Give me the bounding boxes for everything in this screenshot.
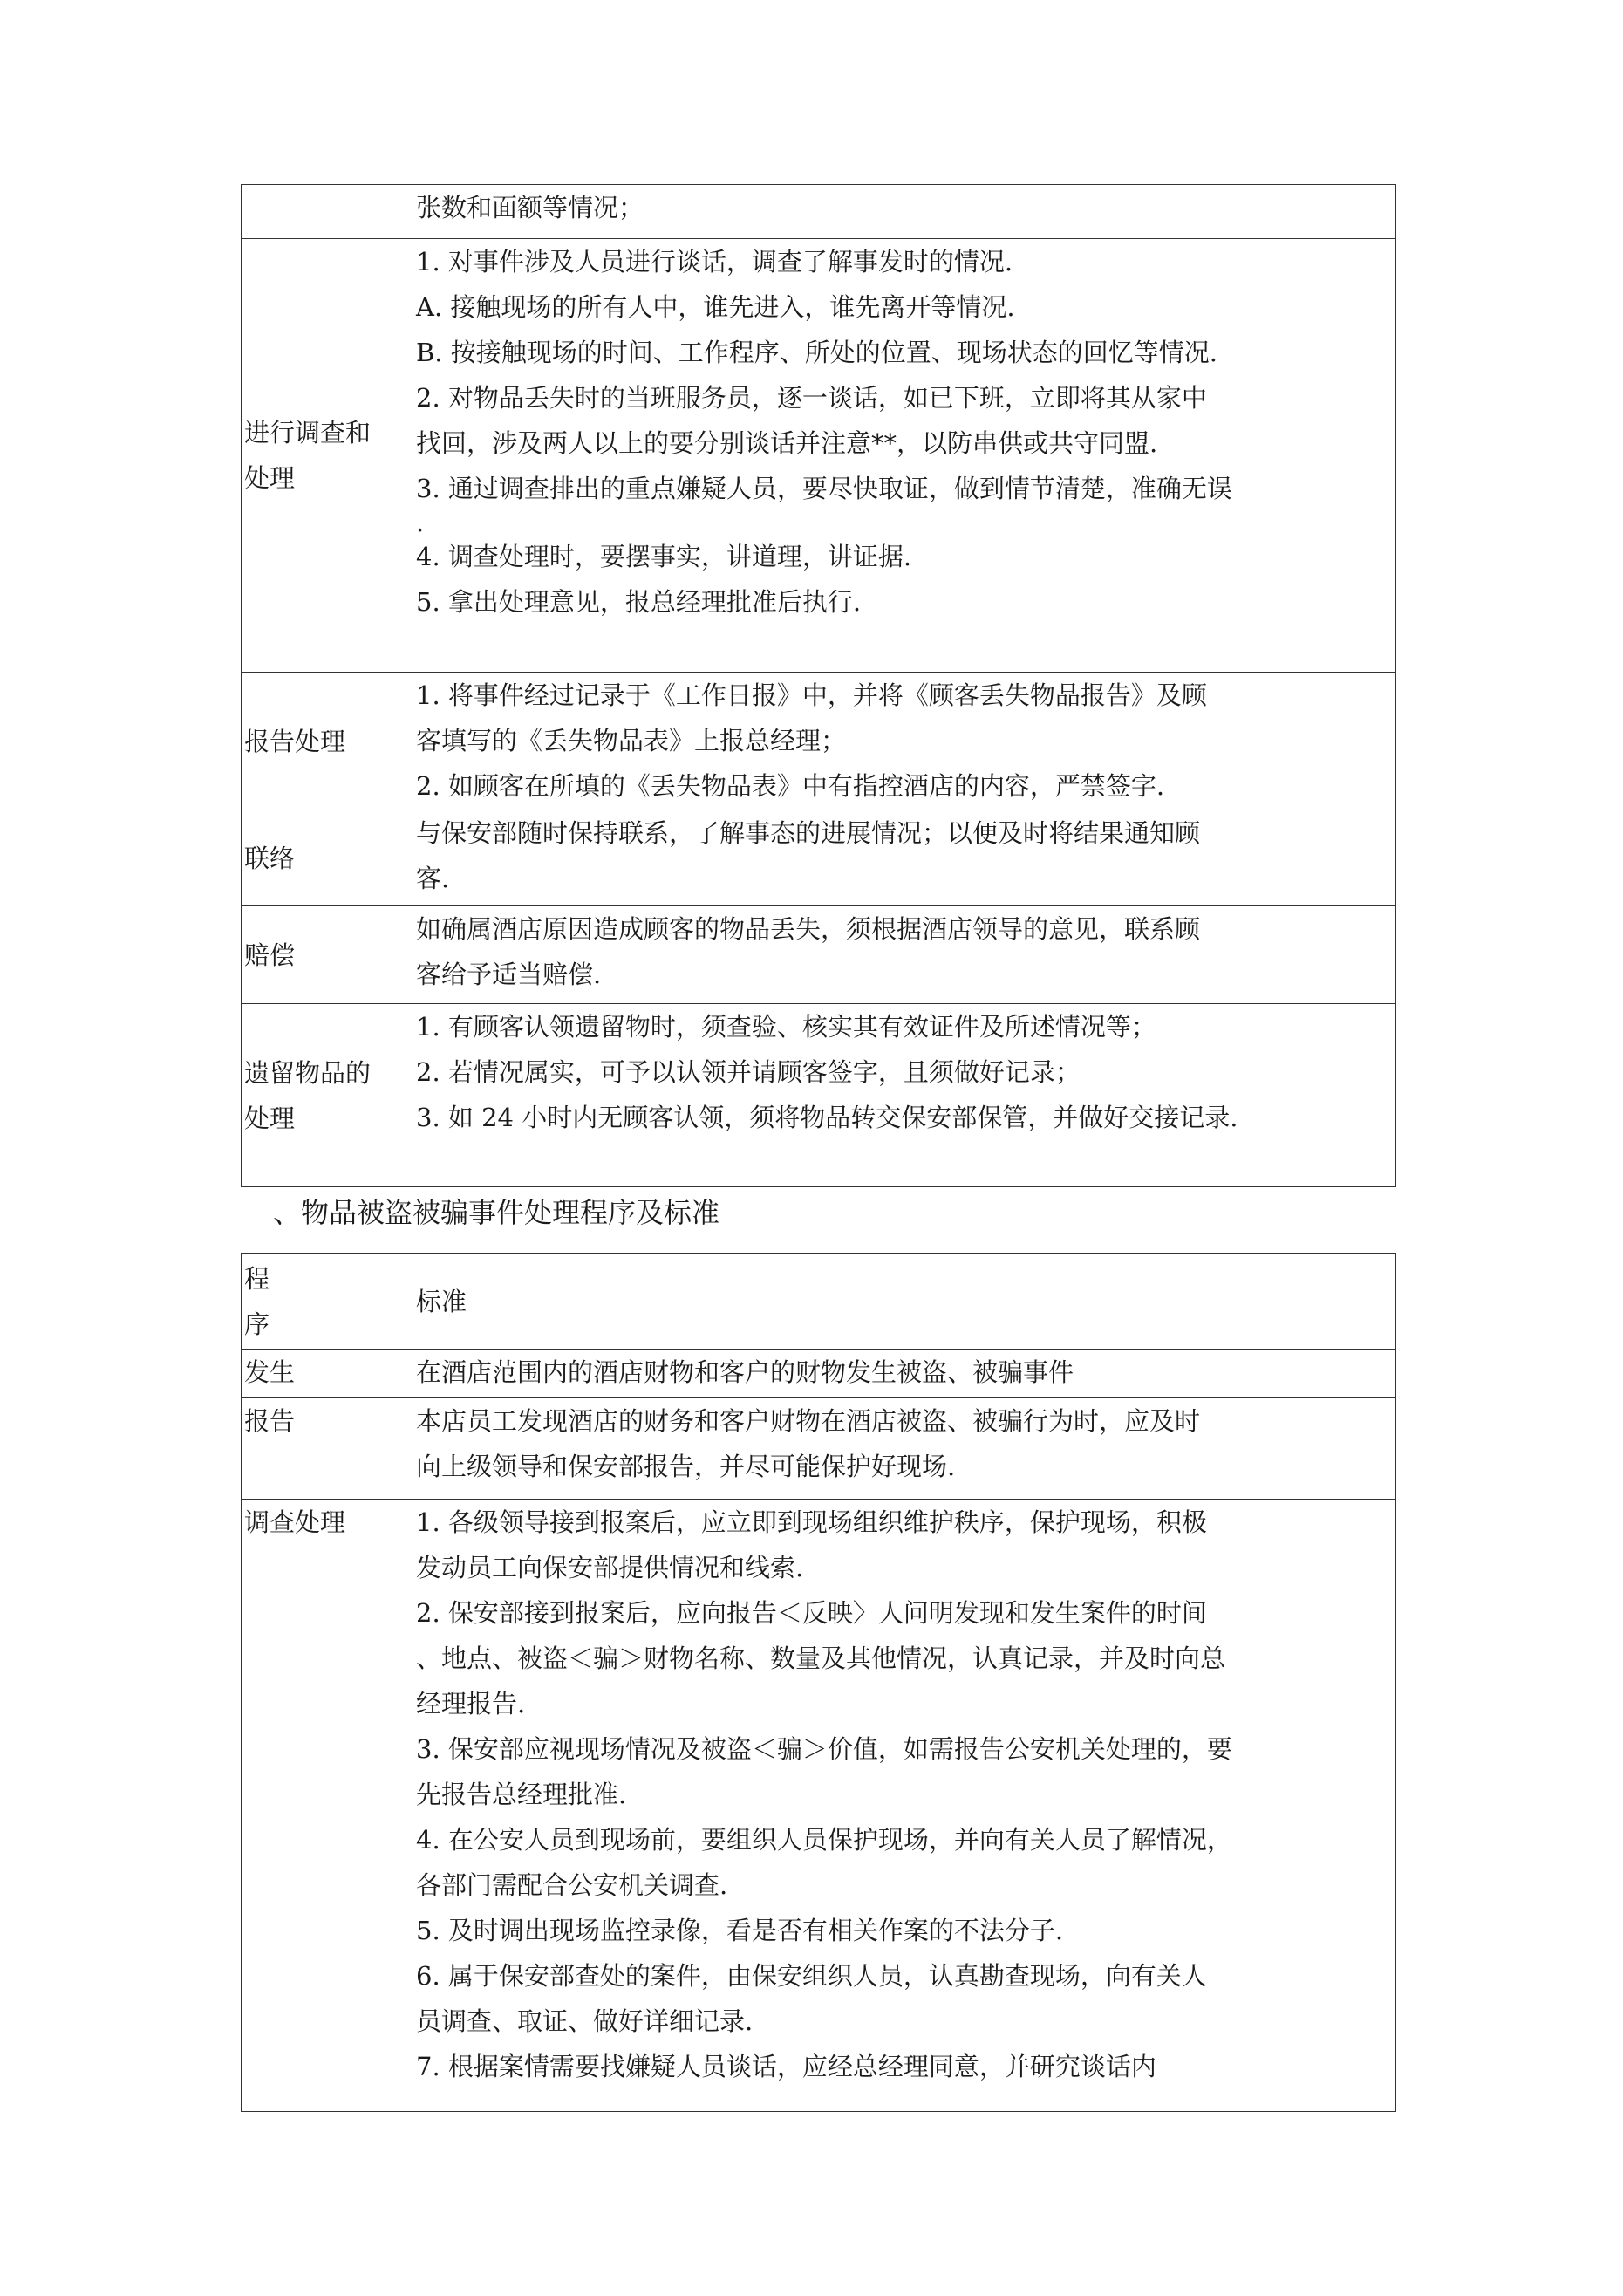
standard-cell — [413, 185, 1396, 239]
table-row — [242, 1350, 1396, 1398]
procedure-label-cell — [242, 673, 413, 810]
standard-line: 4. 调查处理时，要摆事实，讲道理，讲证据. — [416, 542, 912, 571]
table-row — [242, 185, 1396, 239]
procedure-label-line: 报告 — [244, 1406, 296, 1436]
standard-line: 发动员工向保安部提供情况和线索. — [416, 1553, 804, 1582]
standard-line: 经理报告. — [416, 1689, 526, 1719]
procedure-label-line: 处理 — [244, 463, 296, 493]
standard-line: 1. 各级领导接到报案后，应立即到现场组织维护秩序，保护现场，积极 — [416, 1507, 1207, 1537]
procedure-label-line: 联络 — [244, 843, 296, 873]
standard-line: 张数和面额等情况； — [416, 193, 644, 222]
standard-line: 与保安部随时保持联系，了解事态的进展情况；以便及时将结果通知顾 — [416, 818, 1201, 848]
standard-line: 、地点、被盗＜骗＞财物名称、数量及其他情况，认真记录，并及时向总 — [416, 1643, 1226, 1673]
standard-cell — [413, 1004, 1396, 1187]
procedure-label-line: 报告处理 — [244, 726, 346, 756]
standard-line: 5. 及时调出现场监控录像，看是否有相关作案的不法分子. — [416, 1916, 1064, 1945]
table-row — [242, 673, 1396, 810]
standard-line: 先报告总经理批准. — [416, 1780, 627, 1809]
procedure-label-cell — [242, 185, 413, 239]
procedure-label-cell — [242, 906, 413, 1004]
standard-line: 1. 将事件经过记录于《工作日报》中，并将《顾客丢失物品报告》及顾 — [416, 680, 1207, 710]
standard-line: 客给予适当赔偿. — [416, 960, 602, 989]
standard-line: 4. 在公安人员到现场前，要组织人员保护现场，并向有关人员了解情况， — [416, 1825, 1232, 1855]
procedure-label-cell — [242, 1398, 413, 1500]
table-row — [242, 906, 1396, 1004]
standard-header-cell — [413, 1254, 1396, 1350]
procedure-label-cell — [242, 1500, 413, 2112]
procedure-header-line: 序 — [244, 1309, 270, 1339]
standard-cell — [413, 810, 1396, 906]
standard-header-text: 标准 — [416, 1286, 467, 1316]
standard-line: . — [416, 508, 425, 537]
procedure-label-line: 遗留物品的 — [244, 1057, 372, 1088]
table-row — [242, 1500, 1396, 2112]
standard-line: 5. 拿出处理意见，报总经理批准后执行. — [416, 587, 862, 617]
standard-line: 2. 对物品丢失时的当班服务员，逐一谈话，如已下班，立即将其从家中 — [416, 383, 1207, 413]
standard-line: 3. 通过调查排出的重点嫌疑人员，要尽快取证，做到情节清楚，准确无误 — [416, 474, 1232, 503]
procedure-header-cell — [242, 1254, 413, 1350]
standard-line: 1. 有顾客认领遗留物时，须查验、核实其有效证件及所述情况等； — [416, 1012, 1156, 1042]
procedure-label-line: 赔偿 — [244, 940, 296, 970]
standard-line: A. 接触现场的所有人中，谁先进入，谁先离开等情况. — [416, 292, 1015, 322]
standard-line: 2. 保安部接到报案后，应向报告＜反映〉人问明发现和发生案件的时间 — [416, 1598, 1207, 1628]
standard-cell — [413, 906, 1396, 1004]
procedure-label-line: 调查处理 — [244, 1507, 346, 1537]
standard-line: 2. 若情况属实，可予以认领并请顾客签字，且须做好记录； — [416, 1057, 1081, 1087]
procedure-label-cell — [242, 239, 413, 673]
theft-fraud-procedure-table — [241, 1253, 1396, 2112]
table-row — [242, 1004, 1396, 1187]
standard-line: 在酒店范围内的酒店财物和客户的财物发生被盗、被骗事件 — [416, 1357, 1074, 1387]
standard-cell — [413, 239, 1396, 673]
standard-line: 各部门需配合公安机关调查. — [416, 1870, 728, 1900]
standard-line: 向上级领导和保安部报告，并尽可能保护好现场. — [416, 1452, 956, 1481]
standard-line: 如确属酒店原因造成顾客的物品丢失，须根据酒店领导的意见，联系顾 — [416, 914, 1201, 944]
standard-line: 7. 根据案情需要找嫌疑人员谈话，应经总经理同意，并研究谈话内 — [416, 2052, 1156, 2081]
standard-line: 3. 保安部应视现场情况及被盗＜骗＞价值，如需报告公安机关处理的，要 — [416, 1734, 1232, 1764]
procedure-label-line: 处理 — [244, 1103, 296, 1133]
table-row — [242, 239, 1396, 673]
table-row — [242, 1398, 1396, 1500]
standard-cell — [413, 673, 1396, 810]
table-header-row — [242, 1254, 1396, 1350]
procedure-header-line: 程 — [244, 1263, 270, 1294]
standard-line: 客填写的《丢失物品表》上报总经理； — [416, 726, 847, 755]
standard-cell — [413, 1500, 1396, 2112]
standard-cell — [413, 1398, 1396, 1500]
section-heading: 、物品被盗被骗事件处理程序及标准 — [273, 1196, 720, 1229]
lost-items-procedure-table — [241, 184, 1396, 1187]
procedure-label-cell — [242, 1004, 413, 1187]
standard-line: 3. 如 24 小时内无顾客认领，须将物品转交保安部保管，并做好交接记录. — [416, 1103, 1238, 1132]
procedure-label-cell — [242, 1350, 413, 1398]
standard-line: B. 按接触现场的时间、工作程序、所处的位置、现场状态的回忆等情况. — [416, 338, 1217, 367]
standard-line: 员调查、取证、做好详细记录. — [416, 2006, 754, 2036]
procedure-label-line: 进行调查和 — [244, 418, 372, 448]
procedure-label-line: 发生 — [244, 1357, 296, 1387]
standard-cell — [413, 1350, 1396, 1398]
standard-line: 本店员工发现酒店的财务和客户财物在酒店被盗、被骗行为时，应及时 — [416, 1406, 1201, 1436]
standard-line: 2. 如顾客在所填的《丢失物品表》中有指控酒店的内容，严禁签字. — [416, 771, 1165, 801]
procedure-label-cell — [242, 810, 413, 906]
standard-line: 6. 属于保安部查处的案件，由保安组织人员，认真勘查现场，向有关人 — [416, 1961, 1207, 1991]
standard-line: 找回，涉及两人以上的要分别谈话并注意**，以防串供或共守同盟. — [416, 428, 1158, 458]
standard-line: 1. 对事件涉及人员进行谈话，调查了解事发时的情况. — [416, 247, 1013, 277]
standard-line: 客. — [416, 864, 450, 893]
table-row — [242, 810, 1396, 906]
